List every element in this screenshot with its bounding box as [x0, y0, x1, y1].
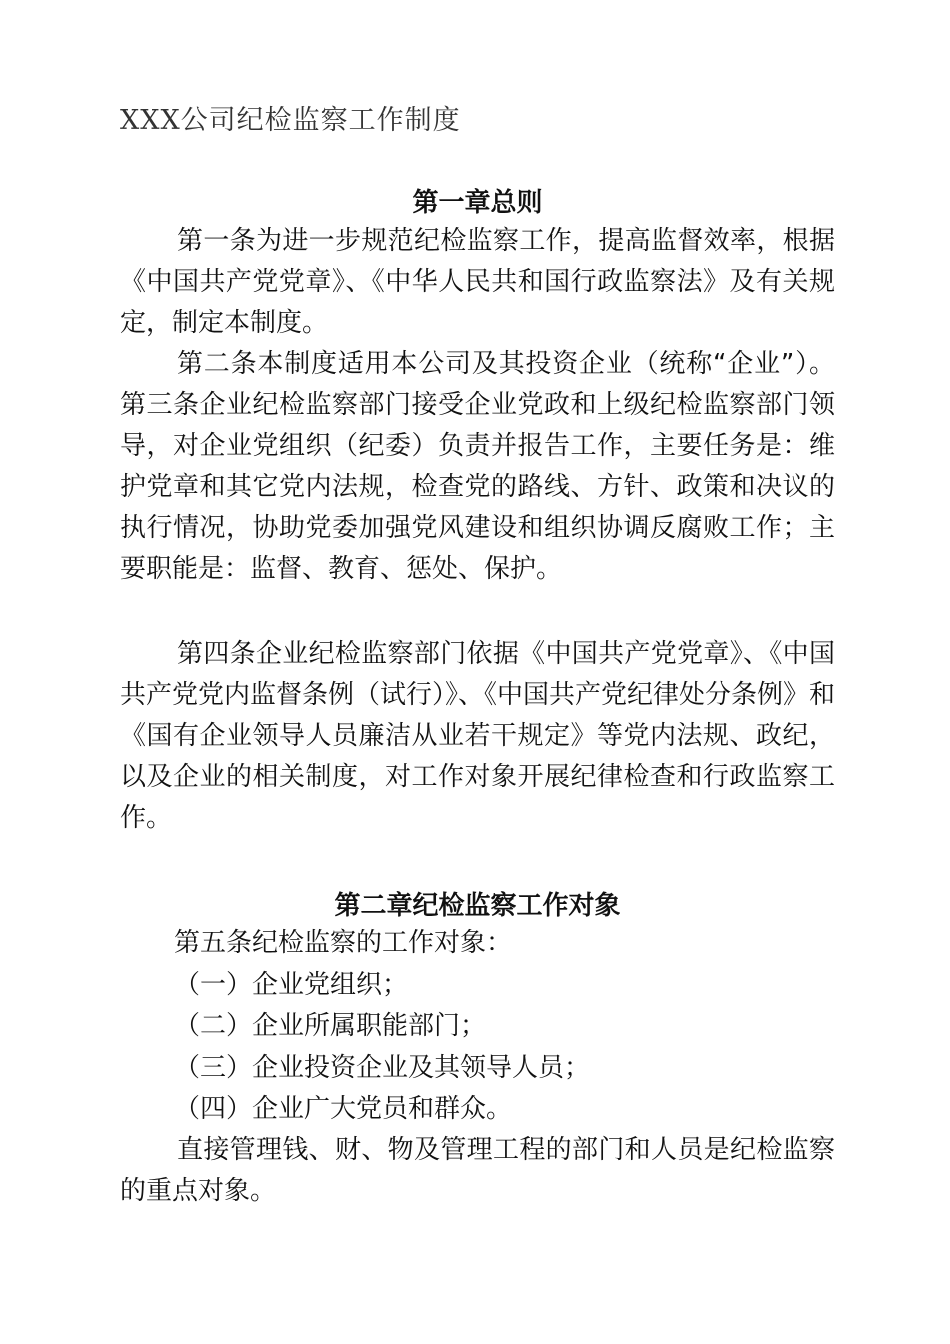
list-item: （一）企业党组织；: [174, 970, 409, 1000]
chapter-2-heading: 第二章纪检监察工作对象: [334, 891, 621, 921]
chapter-1-heading: 第一章总则: [412, 188, 543, 218]
article-1-paragraph: 第一条为进一步规范纪检监察工作，提高监督效率，根据《中国共产党党章》、《中华人民共和国行政监察法》及有关规定，制定本制度。: [120, 226, 835, 338]
closing-paragraph: 直接管理钱、财、物及管理工程的部门和人员是纪检监察的重点对象。: [120, 1135, 835, 1206]
article-4-paragraph: 第四条企业纪检监察部门依据《中国共产党党章》、《中国共产党党内监督条例（试行）》、《中国共产党纪律处分条例》和《国有企业领导人员廉洁从业若干规定》等党内法规、政纪，以及企业的相关制度，对工作对象开展纪律检查和行政监察工作。: [120, 639, 836, 833]
article-2-3-paragraph: 第二条本制度适用本公司及其投资企业（统称“企业”）。第三条企业纪检监察部门接受企业党政和上级纪检监察部门领导，对企业党组织（纪委）负责并报告工作，主要任务是：维护党章和其它党内法规，检查党的路线、方针、政策和决议的执行情况，协助党委加强党风建设和组织协调反腐败工作；主要职能是：监督、教育、惩处、保护。: [120, 349, 835, 584]
list-item: （二）企业所属职能部门；: [174, 1011, 487, 1041]
list-item: （四）企业广大党员和群众。: [174, 1094, 513, 1124]
document-title: XXX公司纪检监察工作制度: [120, 105, 461, 136]
article-5-intro: 第五条纪检监察的工作对象：: [174, 928, 513, 958]
list-item: （三）企业投资企业及其领导人员；: [174, 1053, 591, 1083]
